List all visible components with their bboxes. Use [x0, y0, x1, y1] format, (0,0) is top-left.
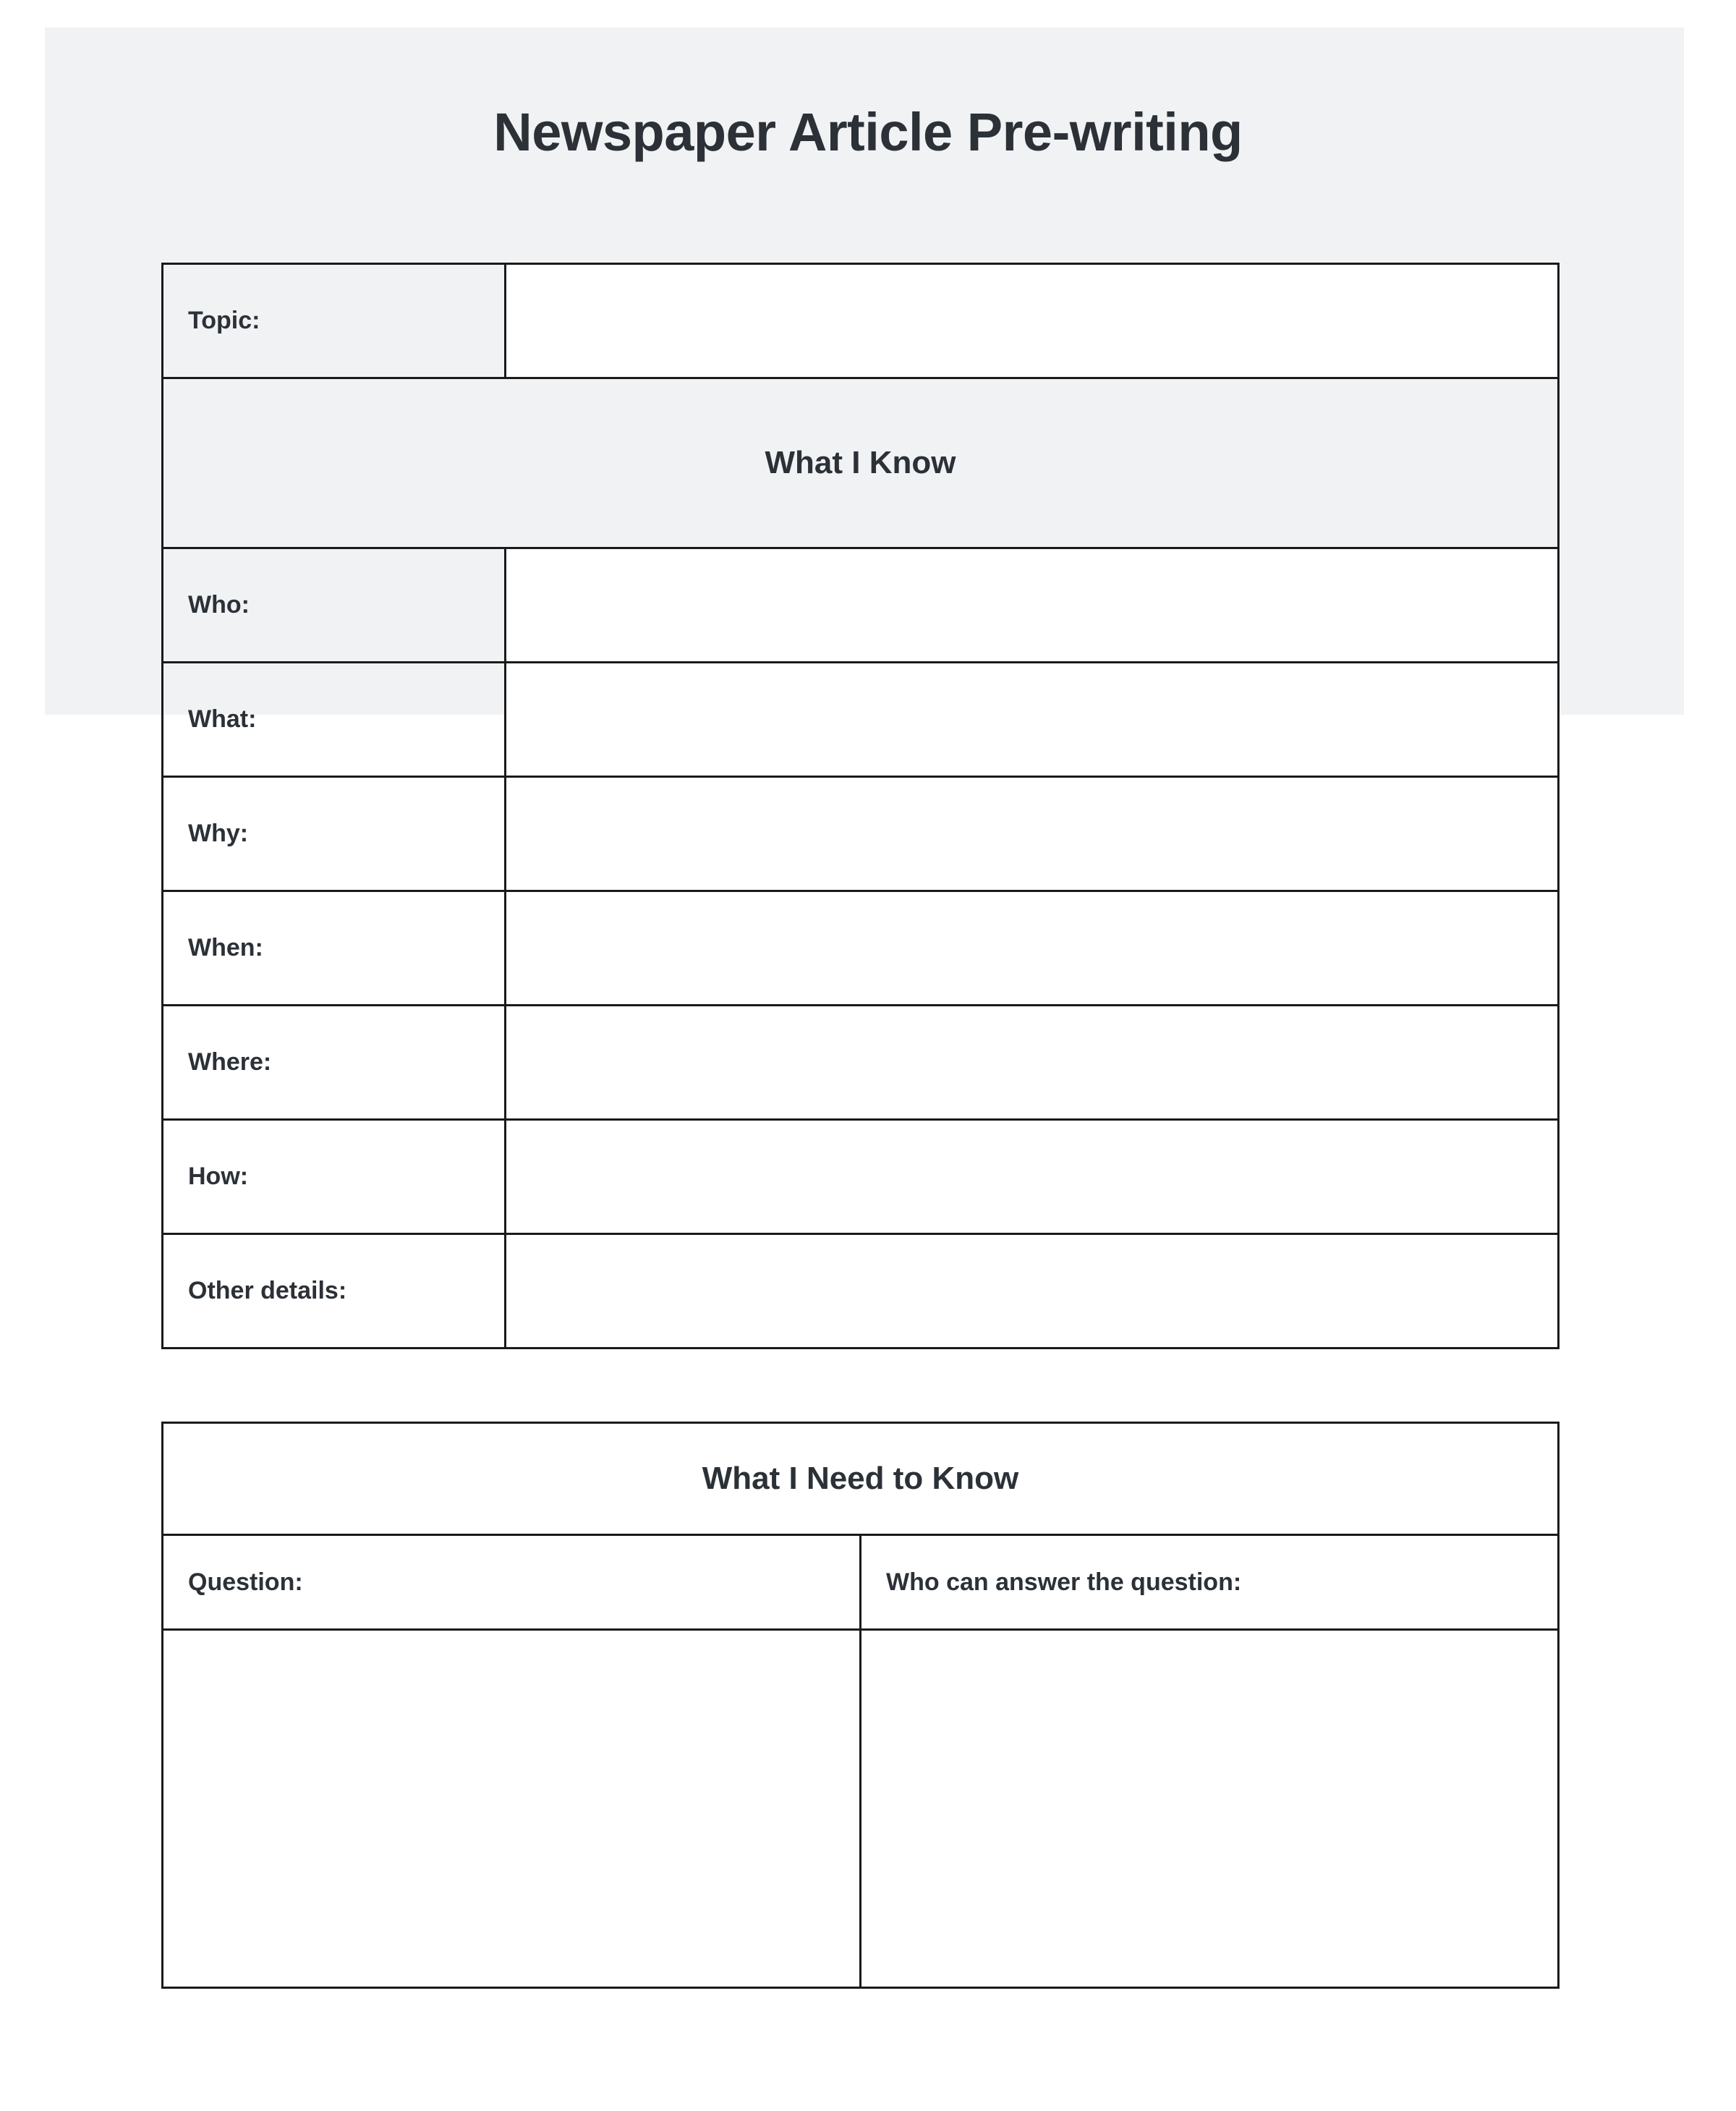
when-input[interactable]: [506, 891, 1559, 1006]
table-row: [163, 548, 1559, 663]
who-label: Who:: [163, 548, 506, 663]
how-input[interactable]: [506, 1120, 1559, 1234]
table-row: [163, 1630, 1559, 1988]
page-title: Newspaper Article Pre-writing: [493, 102, 1243, 162]
how-label: How:: [163, 1120, 506, 1234]
table-row: [163, 264, 1559, 378]
when-label: When:: [163, 891, 506, 1006]
other-details-label: Other details:: [163, 1234, 506, 1348]
table-row: [163, 777, 1559, 891]
who-can-answer-input[interactable]: [861, 1630, 1559, 1988]
what-i-know-table: [161, 263, 1560, 1349]
what-i-need-to-know-table: [161, 1422, 1560, 1989]
why-label: Why:: [163, 777, 506, 891]
what-i-need-to-know-heading: What I Need to Know: [163, 1423, 1559, 1535]
what-input[interactable]: [506, 663, 1559, 777]
table-row: [163, 1006, 1559, 1120]
table-row: [163, 663, 1559, 777]
table-row: [163, 1234, 1559, 1348]
question-column-header: Question:: [163, 1535, 861, 1630]
topic-input[interactable]: [506, 264, 1559, 378]
table-row: [163, 891, 1559, 1006]
what-label: What:: [163, 663, 506, 777]
table-row: [163, 1535, 1559, 1630]
table-row: [163, 1120, 1559, 1234]
table-row: [163, 1423, 1559, 1535]
where-label: Where:: [163, 1006, 506, 1120]
where-input[interactable]: [506, 1006, 1559, 1120]
question-input[interactable]: [163, 1630, 861, 1988]
topic-label: Topic:: [163, 264, 506, 378]
why-input[interactable]: [506, 777, 1559, 891]
table-row: [163, 378, 1559, 548]
what-i-know-heading: What I Know: [163, 378, 1559, 548]
who-input[interactable]: [506, 548, 1559, 663]
who-can-answer-column-header: Who can answer the question:: [861, 1535, 1559, 1630]
other-details-input[interactable]: [506, 1234, 1559, 1348]
